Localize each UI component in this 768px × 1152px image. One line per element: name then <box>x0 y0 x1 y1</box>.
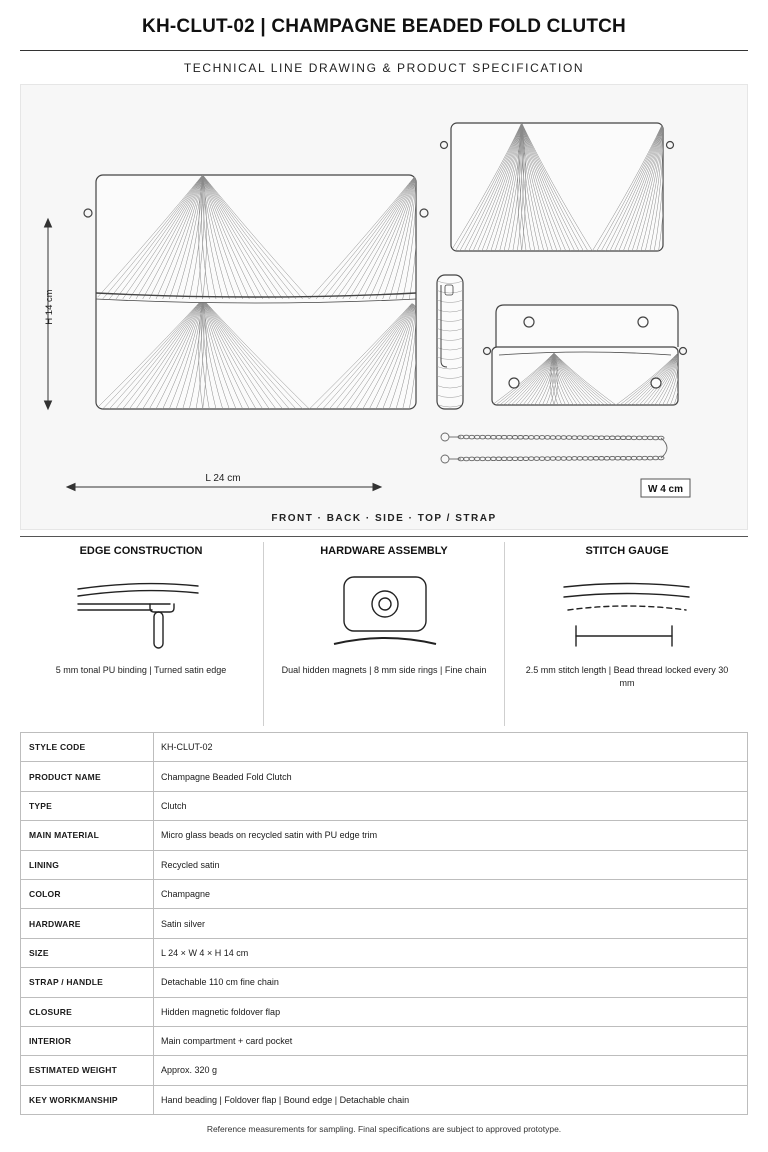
spec-value: Clutch <box>154 791 748 820</box>
magnet-hardware-icon <box>264 572 506 652</box>
detail-caption: 2.5 mm stitch length | Bead thread locked every 30 mm <box>525 665 729 688</box>
table-row <box>21 1056 748 1085</box>
table-row <box>21 1026 748 1055</box>
spec-key: PRODUCT NAME <box>21 762 154 791</box>
section-divider <box>20 536 748 537</box>
detail-title: STITCH GAUGE <box>585 545 669 557</box>
spec-value: Hand beading | Foldover flap | Bound edge | Detachable chain <box>154 1085 748 1114</box>
spec-value: Satin silver <box>154 909 748 938</box>
page-subtitle: TECHNICAL LINE DRAWING & PRODUCT SPECIFICATION <box>183 61 585 75</box>
width-label: W 4 cm <box>647 484 684 495</box>
spec-value: L 24 × W 4 × H 14 cm <box>154 938 748 967</box>
spec-key: HARDWARE <box>21 909 154 938</box>
technical-drawing <box>21 85 749 531</box>
open-view-drawing <box>484 305 687 405</box>
length-dimension <box>67 484 381 491</box>
table-row <box>21 733 748 762</box>
spec-key: COLOR <box>21 879 154 908</box>
spec-key: STYLE CODE <box>21 733 154 762</box>
header-divider <box>20 50 748 51</box>
side-view-drawing <box>437 275 463 409</box>
spec-key: TYPE <box>21 791 154 820</box>
front-view-drawing <box>84 175 428 409</box>
spec-key: ESTIMATED WEIGHT <box>21 1056 154 1085</box>
spec-key: INTERIOR <box>21 1026 154 1055</box>
technical-drawing-panel <box>20 84 748 530</box>
height-label: H 14 cm <box>44 289 55 325</box>
table-row <box>21 909 748 938</box>
table-row <box>21 850 748 879</box>
spec-key: KEY WORKMANSHIP <box>21 1085 154 1114</box>
spec-value: Approx. 320 g <box>154 1056 748 1085</box>
spec-value: Main compartment + card pocket <box>154 1026 748 1055</box>
edge-binding-icon <box>20 572 262 652</box>
table-row <box>21 968 748 997</box>
spec-key: STRAP / HANDLE <box>21 968 154 997</box>
detail-title: EDGE CONSTRUCTION <box>79 545 203 557</box>
spec-value: KH-CLUT-02 <box>154 733 748 762</box>
spec-value: Recycled satin <box>154 850 748 879</box>
table-row <box>21 997 748 1026</box>
table-row <box>21 938 748 967</box>
spec-value: Champagne <box>154 879 748 908</box>
length-label: L 24 cm <box>205 473 241 484</box>
detail-title: HARDWARE ASSEMBLY <box>320 545 448 557</box>
table-row <box>21 821 748 850</box>
views-caption: FRONT · BACK · SIDE · TOP / STRAP <box>271 513 497 524</box>
table-row <box>21 791 748 820</box>
spec-value: Champagne Beaded Fold Clutch <box>154 762 748 791</box>
table-row <box>21 1085 748 1114</box>
spec-value: Micro glass beads on recycled satin with PU edge trim <box>154 821 748 850</box>
spec-key: CLOSURE <box>21 997 154 1026</box>
footer-note: Reference measurements for sampling. Final specifications are subject to approved prototype. <box>206 1124 562 1134</box>
chain-strap-drawing <box>441 433 667 463</box>
spec-key: LINING <box>21 850 154 879</box>
spec-value: Detachable 110 cm fine chain <box>154 968 748 997</box>
spec-key: MAIN MATERIAL <box>21 821 154 850</box>
detail-caption: 5 mm tonal PU binding | Turned satin edge <box>55 665 227 675</box>
detail-edge-construction <box>20 542 262 726</box>
detail-stitch-gauge <box>506 542 748 726</box>
stitch-gauge-icon <box>506 572 748 652</box>
back-view-drawing <box>441 123 674 251</box>
detail-hardware-assembly <box>263 542 505 726</box>
spec-key: SIZE <box>21 938 154 967</box>
spec-value: Hidden magnetic foldover flap <box>154 997 748 1026</box>
page-title: KH-CLUT-02 | CHAMPAGNE BEADED FOLD CLUTCH <box>142 16 626 37</box>
detail-caption: Dual hidden magnets | 8 mm side rings | Fine chain <box>281 665 487 675</box>
table-row <box>21 879 748 908</box>
spec-table <box>20 732 748 1115</box>
table-row <box>21 762 748 791</box>
